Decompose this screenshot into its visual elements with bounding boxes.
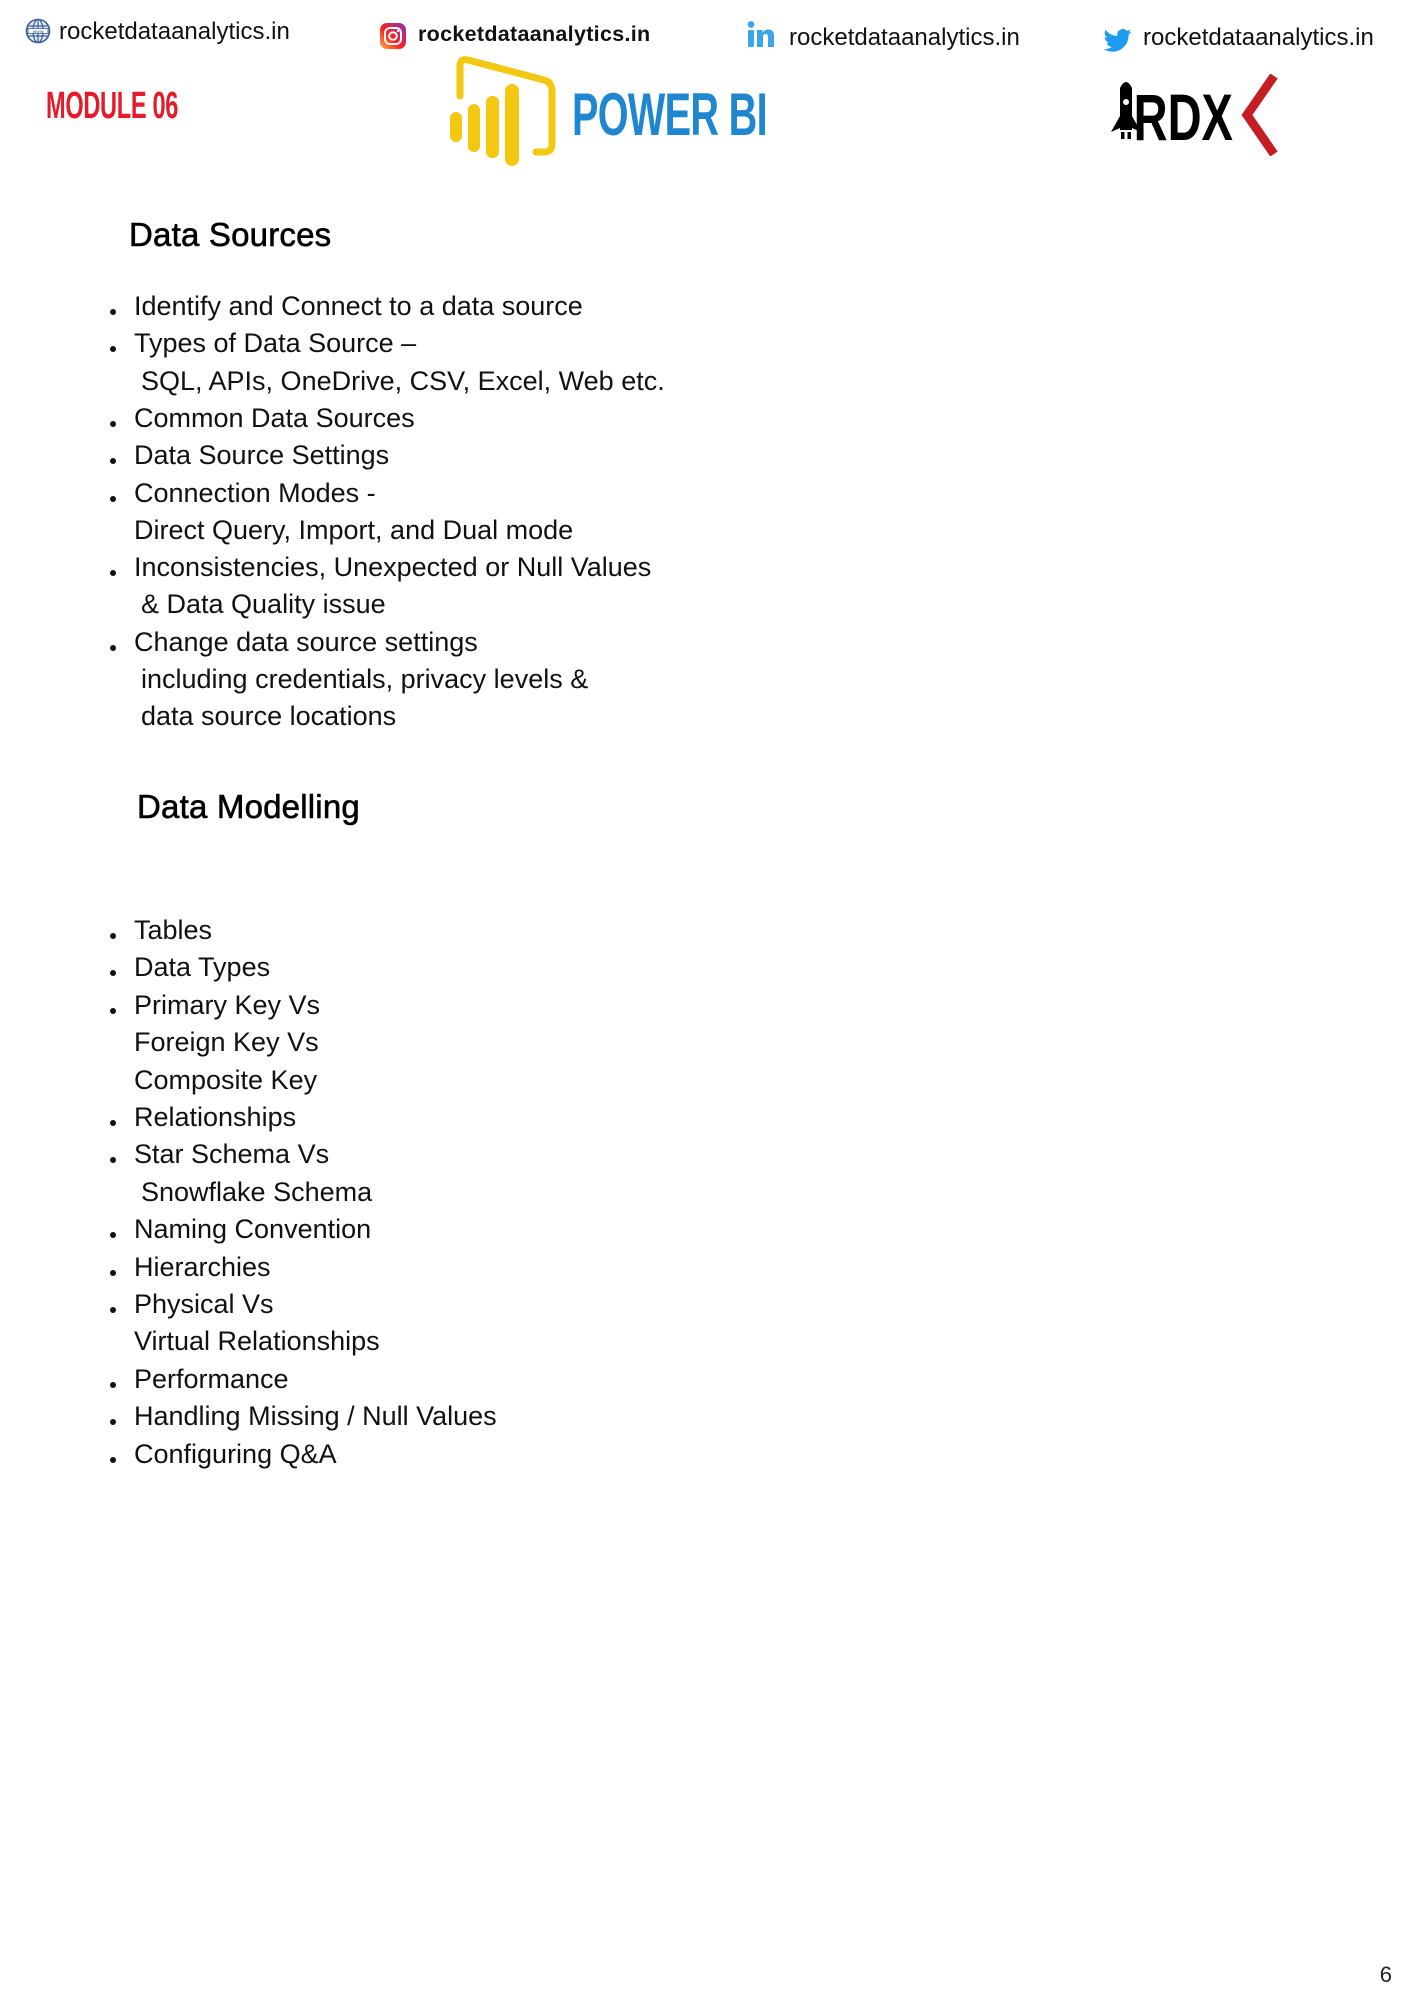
- section-title-data-modelling: Data Modelling: [137, 788, 360, 825]
- list-item: Star Schema Vs: [134, 1139, 330, 1170]
- list-item: Tables: [134, 915, 213, 945]
- bullet-icon: [110, 458, 116, 464]
- list-item-continuation: data source locations: [141, 701, 397, 732]
- list-item: Primary Key Vs: [134, 989, 321, 1020]
- instagram-link[interactable]: rocketdataanalytics.in: [418, 22, 651, 46]
- powerbi-logo-icon: [448, 52, 556, 168]
- linkedin-icon: [747, 20, 775, 48]
- svg-text:www: www: [32, 29, 44, 35]
- bullet-icon: [110, 1382, 116, 1388]
- list-item: Identify and Connect to a data source: [134, 291, 583, 321]
- list-item: Hierarchies: [134, 1251, 271, 1282]
- bullet-icon: [110, 421, 116, 427]
- list-item: Common Data Sources: [134, 402, 415, 433]
- list-item: Physical Vs: [134, 1289, 274, 1319]
- list-item: Relationships: [134, 1102, 297, 1132]
- rdx-logo: [1106, 74, 1281, 156]
- list-item: Types of Data Source –: [134, 328, 417, 359]
- bullet-icon: [110, 1270, 116, 1276]
- list-item-continuation: & Data Quality issue: [141, 589, 386, 620]
- bullet-icon: [110, 1232, 116, 1238]
- list-item-continuation: SQL, APIs, OneDrive, CSV, Excel, Web etc.: [141, 365, 665, 396]
- twitter-icon: [1104, 28, 1132, 53]
- rdx-logo-text: RDX: [1133, 81, 1233, 155]
- page-number: 6: [1379, 1962, 1392, 1987]
- bullet-icon: [110, 496, 116, 502]
- instagram-icon: [380, 23, 406, 49]
- list-item: Inconsistencies, Unexpected or Null Values: [134, 552, 652, 583]
- list-item: Data Types: [134, 952, 271, 983]
- list-item: Configuring Q&A: [134, 1438, 337, 1469]
- bullet-icon: [110, 570, 116, 576]
- bullet-icon: [110, 933, 116, 939]
- bullet-icon: [110, 346, 116, 352]
- list-item: Performance: [134, 1363, 289, 1394]
- list-item-continuation: Direct Query, Import, and Dual mode: [134, 514, 574, 545]
- module-label: MODULE 06: [46, 85, 179, 127]
- website-link[interactable]: rocketdataanalytics.in: [59, 18, 290, 45]
- list-item: Data Source Settings: [134, 440, 390, 471]
- list-item: Change data source settings: [134, 626, 478, 657]
- twitter-link[interactable]: rocketdataanalytics.in: [1143, 24, 1374, 51]
- bullet-icon: [110, 970, 116, 976]
- powerbi-logo-text: POWER BI: [572, 81, 767, 148]
- section-title-data-sources: Data Sources: [129, 216, 332, 253]
- bullet-icon: [110, 309, 116, 315]
- bullet-icon: [110, 1120, 116, 1126]
- list-item-continuation: Virtual Relationships: [134, 1326, 380, 1357]
- list-item: Naming Convention: [134, 1214, 372, 1245]
- bullet-icon: [110, 1457, 116, 1463]
- list-item: Connection Modes -: [134, 477, 376, 508]
- bullet-icon: [110, 1307, 116, 1313]
- globe-icon: [25, 18, 51, 44]
- list-item: Handling Missing / Null Values: [134, 1401, 497, 1432]
- bullet-icon: [110, 1157, 116, 1163]
- bullet-icon: [110, 645, 116, 651]
- list-item-continuation: Snowflake Schema: [141, 1176, 373, 1207]
- list-item-continuation: Foreign Key Vs: [134, 1027, 319, 1058]
- bullet-icon: [110, 1419, 116, 1425]
- bullet-icon: [110, 1008, 116, 1014]
- list-item-continuation: including credentials, privacy levels &: [141, 664, 589, 694]
- list-item-continuation: Composite Key: [134, 1064, 318, 1095]
- linkedin-link[interactable]: rocketdataanalytics.in: [789, 24, 1020, 51]
